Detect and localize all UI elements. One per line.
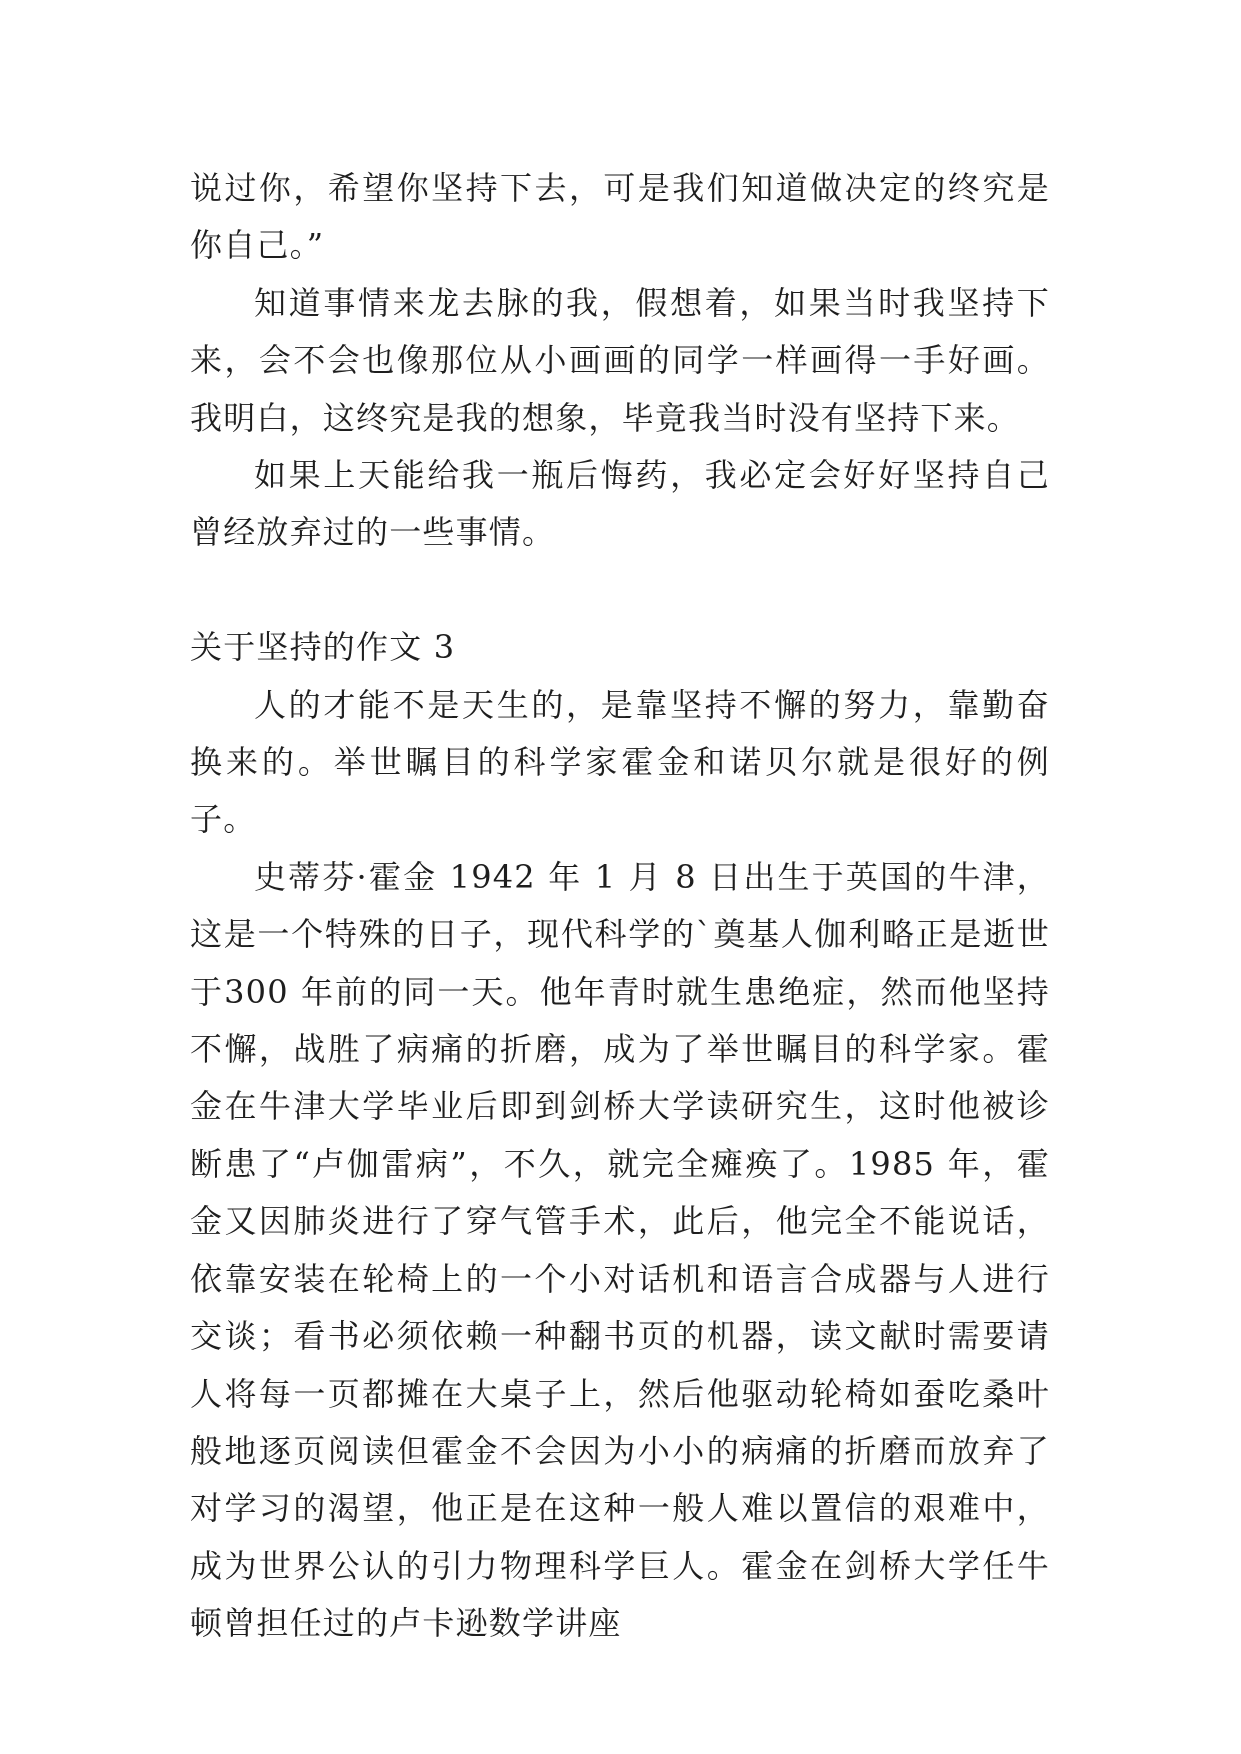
paragraph-reflection: 知道事情来龙去脉的我，假想着，如果当时我坚持下来，会不会也像那位从小画画的同学一样画得一手好画。我明白，这终究是我的想象，毕竟我当时没有坚持下来。: [190, 283, 1050, 437]
document-body: [190, 160, 1050, 1653]
section-gap: [190, 562, 1050, 619]
paragraph-intro: 人的才能不是天生的，是靠坚持不懈的努力，靠勤奋换来的。举世瞩目的科学家霍金和诺贝尔就是很好的例子。: [190, 685, 1050, 839]
paragraph-regret: 如果上天能给我一瓶后悔药，我必定会好好坚持自己曾经放弃过的一些事情。: [190, 456, 1050, 552]
section-title: 关于坚持的作文 3: [190, 628, 456, 667]
paragraph-continuation: 说过你，希望你坚持下去，可是我们知道做决定的终究是你自己。”: [190, 169, 1050, 265]
paragraph-hawking: 史蒂芬·霍金 1942 年 1 月 8 日出生于英国的牛津，这是一个特殊的日子，现代科学的`奠基人伽利略正是逝世于300 年前的同一天。他年青时就生患绝症，然而他坚持不懈，战胜了病痛的折磨，成为了举世瞩目的科学家。霍金在牛津大学毕业后即到剑桥大学读研究生，这时他被诊断患了“卢伽雷病”，不久，就完全瘫痪了。1985 年，霍金又因肺炎进行了穿气管手术，此后，他完全不能说话，依靠安装在轮椅上的一个小对话机和语言合成器与人进行交谈；看书必须依赖一种翻书页的机器，读文献时需要请人将每一页都摊在大桌子上，然后他驱动轮椅如蚕吃桑叶般地逐页阅读但霍金不会因为小小的病痛的折磨而放弃了对学习的渴望，他正是在这种一般人难以置信的艰难中，成为世界公认的引力物理科学巨人。霍金在剑桥大学任牛顿曾担任过的卢卡逊数学讲座: [190, 857, 1050, 1643]
